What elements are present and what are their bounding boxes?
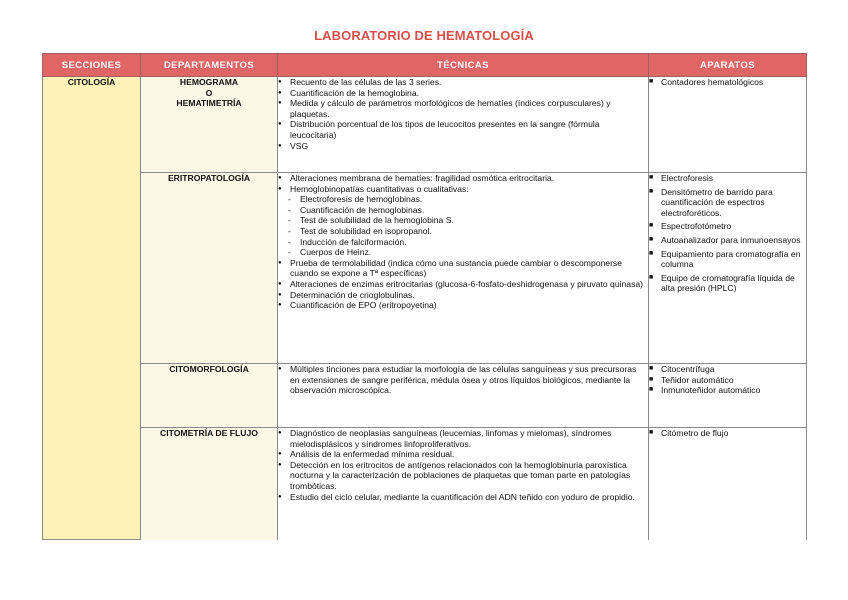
equipment-cell <box>649 428 807 540</box>
equipment-item: ■ Teñidor automático <box>649 375 806 386</box>
technique-item: ● Prueba de termolabilidad (indica cómo una sustancia puede cambiar o descomponerse cuando se expone a Tª específicas) <box>278 258 648 279</box>
department-cell <box>141 77 278 173</box>
header-aparatos: APARATOS <box>649 54 807 77</box>
equipment-cell <box>649 364 807 428</box>
technique-item: ● Recuento de las células de las 3 series. <box>278 77 648 88</box>
technique-item: ● Múltiples tinciones para estudiar la morfología de las células sanguíneas y sus precursoras en extensiones de sangre periférica, médula ósea y otros líquidos biológicos, mediante la observación microscópica. <box>278 364 648 396</box>
technique-item: ● VSG <box>278 141 648 152</box>
department-line: HEMATIMETRÍA <box>176 98 242 109</box>
header-row <box>43 54 807 77</box>
table-row <box>43 173 807 364</box>
techniques-cell <box>278 364 649 428</box>
table-row <box>43 77 807 173</box>
equipment-item: ■ Citómetro de flujo <box>649 428 806 439</box>
technique-subitem: - Cuantificación de hemoglobinas. <box>278 205 648 216</box>
technique-item: ● Análisis de la enfermedad mínima residual. <box>278 449 648 460</box>
technique-item: ● Detección en los eritrocitos de antígenos relacionados con la hemoglobinuria paroxística nocturna y la caracterización de poblaciones de plaquetas que toman parte en patologías trombóticas. <box>278 460 648 492</box>
department-cell <box>141 428 278 540</box>
department-line: O <box>205 87 213 98</box>
equipment-item: ■ Autoanalizador para inmunoensayos <box>649 235 806 246</box>
techniques-cell <box>278 173 649 364</box>
table-row <box>43 428 807 540</box>
equipment-item: ■ Citocentrífuga <box>649 364 806 375</box>
technique-item: ● Alteraciones de enzimas eritrocitarias (glucosa-6-fosfato-deshidrogenasa y piruvato quinasa) <box>278 279 648 290</box>
equipment-item: ■ Inmunoteñidor automático <box>649 385 806 396</box>
techniques-cell <box>278 428 649 540</box>
technique-subitem: - Test de solubilidad de la hemoglobina S. <box>278 215 648 226</box>
technique-item: ● Cuantificación de EPO (eritropoyetina) <box>278 300 648 311</box>
equipment-item: ■ Equipamiento para cromatografía en columna <box>649 249 806 270</box>
table-row <box>43 364 807 428</box>
header-departamentos: DEPARTAMENTOS <box>141 54 278 77</box>
technique-item: ● Cuantificación de la hemoglobina. <box>278 88 648 99</box>
technique-item: ● Hemoglobinopatías cuantitativas o cualitativas: <box>278 184 648 195</box>
department-line: CITOMETRÍA DE FLUJO <box>160 428 258 438</box>
technique-subitem: - Inducción de falciformación. <box>278 237 648 248</box>
department-line: HEMOGRAMA <box>179 77 239 87</box>
techniques-cell <box>278 77 649 173</box>
equipment-cell <box>649 173 807 364</box>
technique-item: ● Alteraciones membrana de hematíes: fragilidad osmótica eritrocitaria. <box>278 173 648 184</box>
document-title: LABORATORIO DE HEMATOLOGÍA <box>314 28 534 43</box>
department-line: CITOMORFOLOGÍA <box>169 364 249 374</box>
technique-item: ● Distribución porcentual de los tipos de leucocitos presentes en la sangre (fórmula leucocitaria) <box>278 119 648 140</box>
equipment-item: ■ Densitómetro de barrido para cuantificación de espectros electroforéticos. <box>649 187 806 219</box>
technique-subitem: - Cuerpos de Heinz. <box>278 247 648 258</box>
technique-subitem: - Electroforesis de hemoglobinas. <box>278 194 648 205</box>
header-secciones: SECCIONES <box>43 54 141 77</box>
technique-item: ● Medida y cálculo de parámetros morfológicos de hematíes (índices corpusculares) y plaquetas. <box>278 98 648 119</box>
technique-item: ● Determinación de crioglobulinas. <box>278 290 648 301</box>
section-cell: CITOLOGÍA <box>43 77 141 540</box>
equipment-item: ■ Espectrofotómetro <box>649 221 806 232</box>
equipment-item: ■ Contadores hematológicos <box>649 77 806 88</box>
hematology-table <box>42 53 807 540</box>
technique-item: ● Estudio del ciclo celular, mediante la cuantificación del ADN teñido con yoduro de propidio. <box>278 492 648 503</box>
header-tecnicas: TÉCNICAS <box>278 54 649 77</box>
department-cell <box>141 364 278 428</box>
equipment-item: ■ Electroforesis <box>649 173 806 184</box>
equipment-cell <box>649 77 807 173</box>
technique-subitem: - Test de solubilidad en isopropanol. <box>278 226 648 237</box>
technique-item: ● Diagnóstico de neoplasias sanguíneas (leucemias, linfomas y mielomas), síndromes mielodisplásicos y síndromes linfoproliferativos. <box>278 428 648 449</box>
equipment-item: ■ Equipo de cromatografía líquida de alta presión (HPLC) <box>649 273 806 294</box>
department-line: ERITROPATOLOGÍA <box>167 173 251 183</box>
department-cell <box>141 173 278 364</box>
